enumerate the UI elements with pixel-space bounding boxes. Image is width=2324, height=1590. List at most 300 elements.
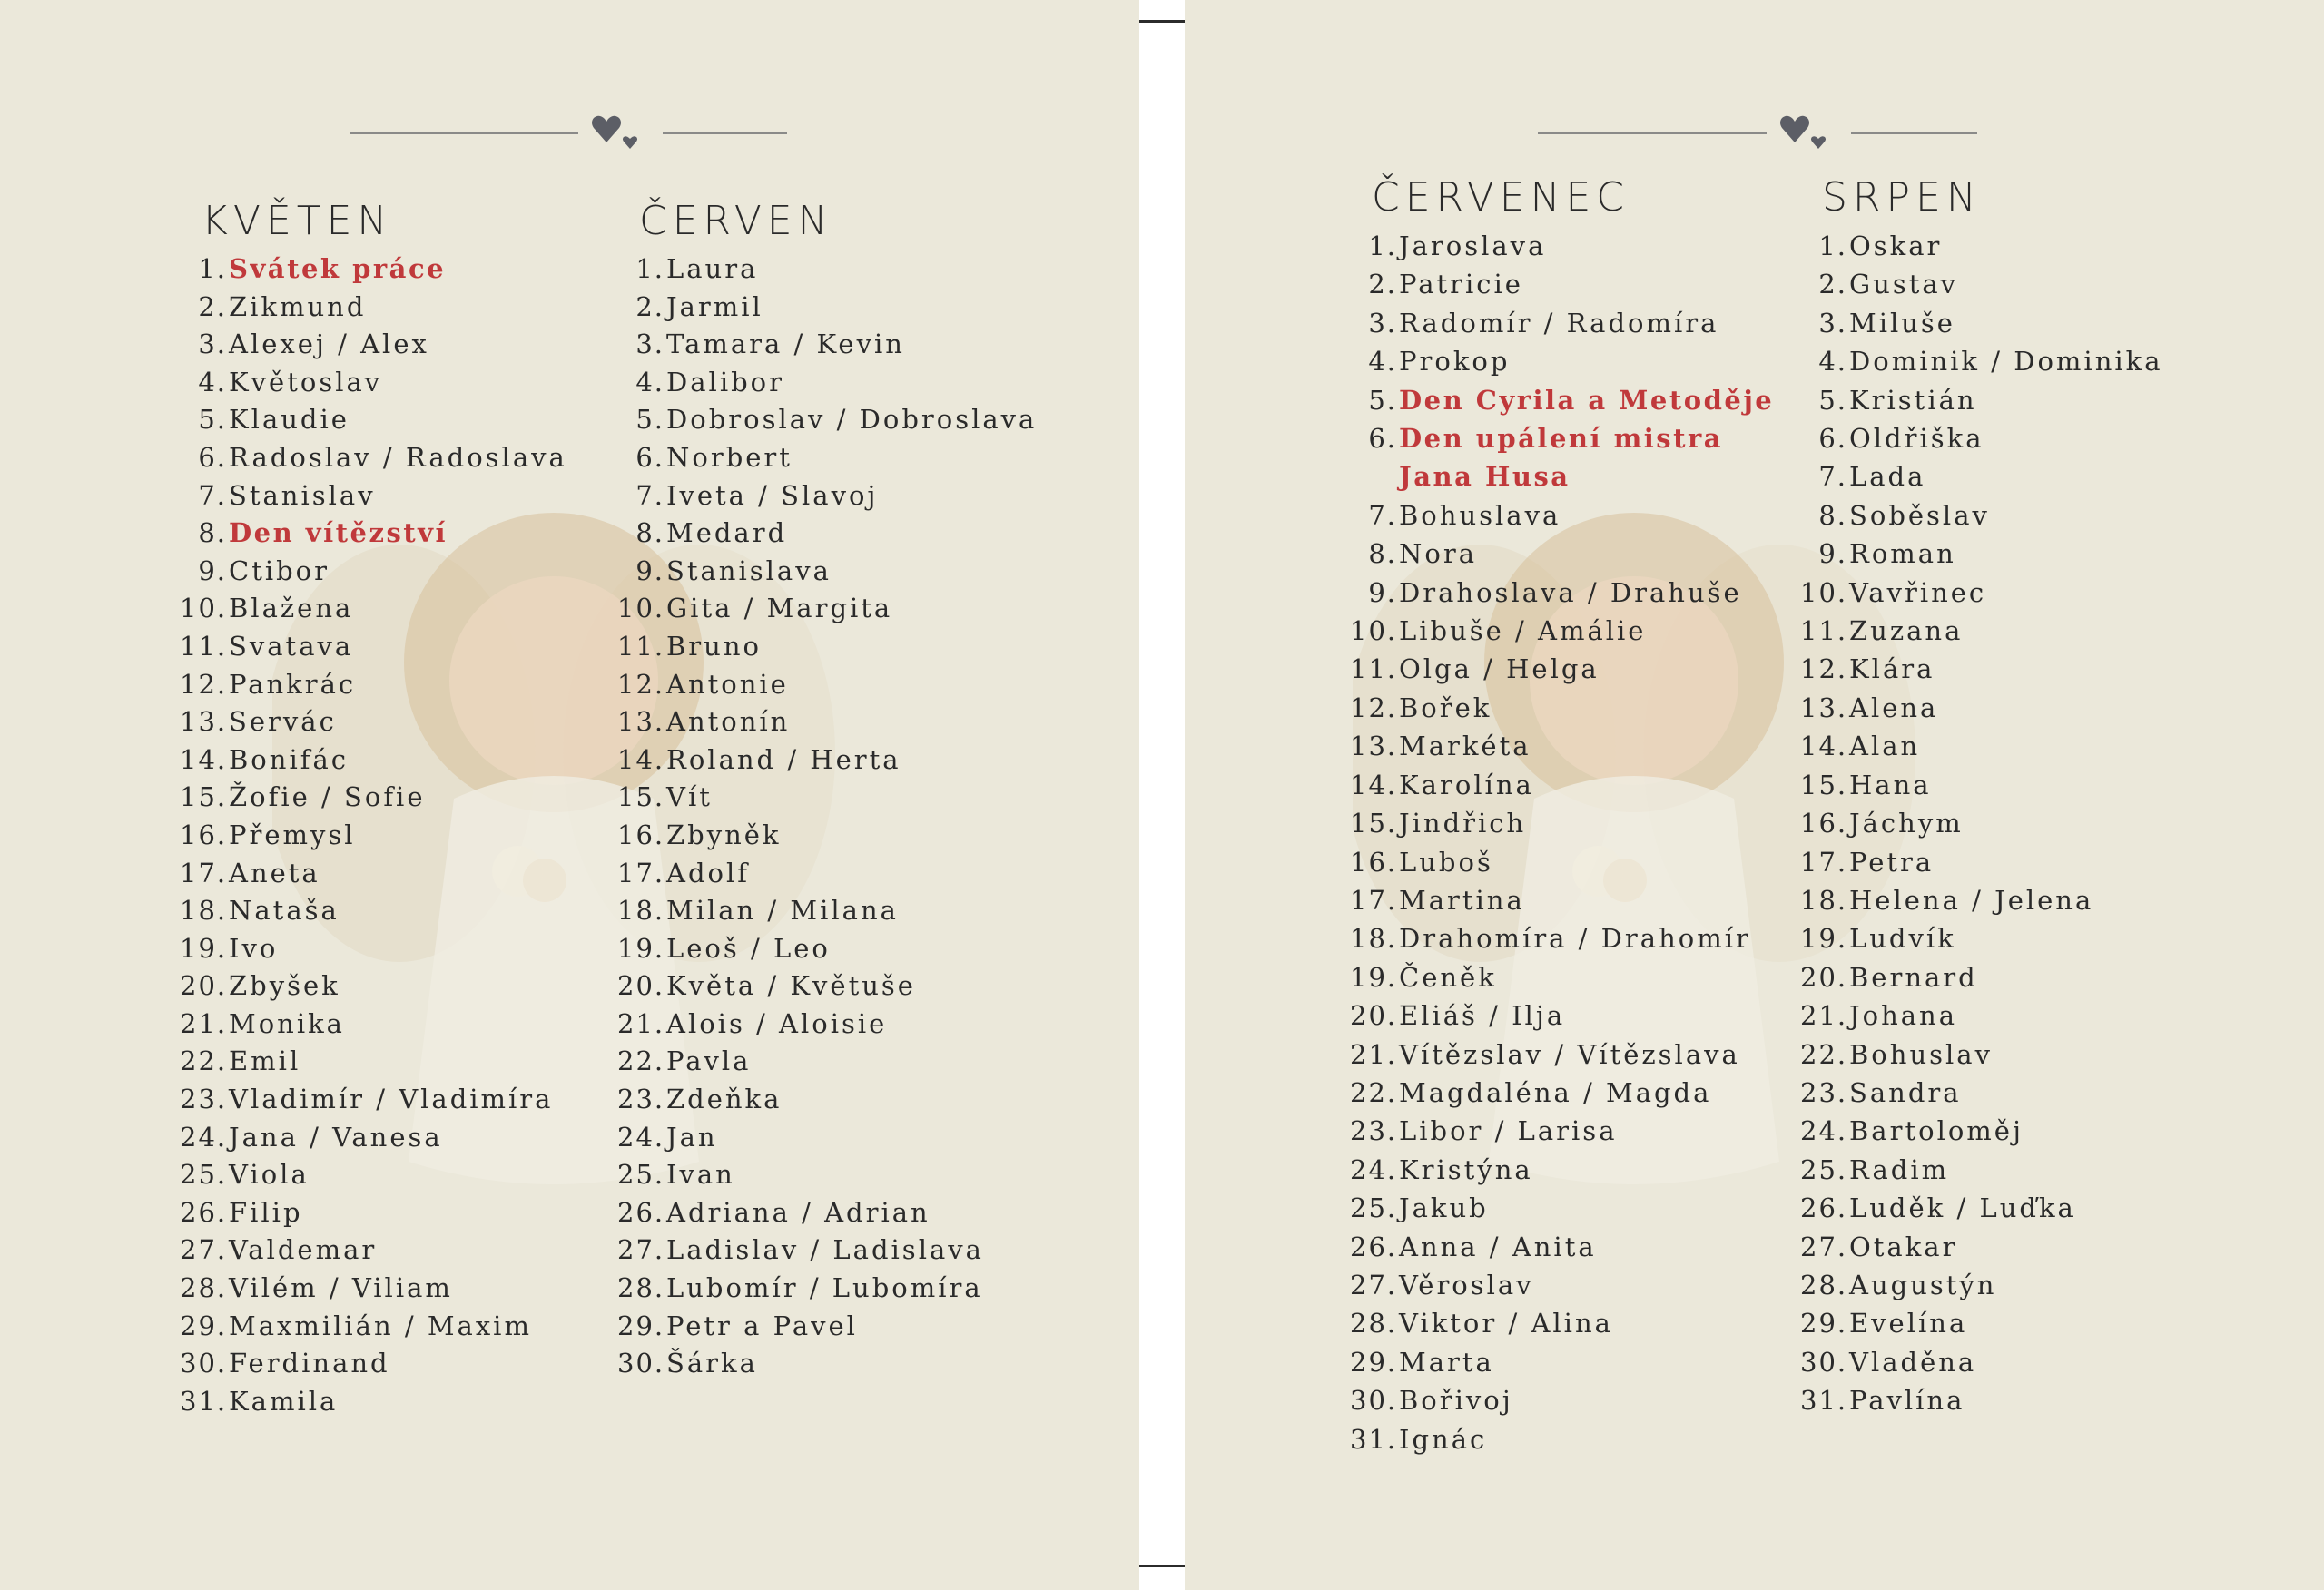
name-day-name: Petr a Pavel xyxy=(666,1310,858,1341)
name-day-name: Nora xyxy=(1399,538,1477,570)
day-number: 7. xyxy=(1368,499,1397,531)
day-number: 3. xyxy=(635,329,665,360)
name-day-name: Zuzana xyxy=(1849,615,1964,647)
name-day-entry xyxy=(617,401,1037,439)
day-list xyxy=(1800,227,2163,1420)
name-day-name: Soběslav xyxy=(1849,499,1990,531)
name-day-name: Emil xyxy=(229,1045,301,1077)
name-day-entry xyxy=(1350,689,1780,727)
name-day-entry xyxy=(1350,265,1780,303)
name-day-entry xyxy=(180,1043,567,1081)
month-title: ČERVEN xyxy=(639,198,833,244)
name-day-entry xyxy=(1800,1189,2163,1227)
day-number: 12. xyxy=(1800,653,1848,685)
day-number: 29. xyxy=(1350,1346,1398,1378)
name-day-entry xyxy=(1800,996,2163,1035)
day-number: 4. xyxy=(1368,346,1397,378)
day-number: 18. xyxy=(180,895,228,927)
holiday-name: Den vítězství xyxy=(229,517,448,549)
name-day-name: Magdaléna / Magda xyxy=(1399,1076,1712,1108)
name-day-name: Pankrác xyxy=(229,668,357,700)
name-day-entry xyxy=(1350,1381,1780,1419)
name-day-entry xyxy=(1800,804,2163,842)
day-number: 2. xyxy=(1368,269,1397,300)
name-day-name: Alan xyxy=(1849,731,1921,762)
name-day-entry xyxy=(1800,919,2163,957)
name-day-entry xyxy=(617,250,1037,289)
day-number: 20. xyxy=(180,970,228,1002)
name-day-name: Jarmil xyxy=(666,290,763,322)
name-day-name: Bořivoj xyxy=(1399,1385,1513,1417)
day-number: 17. xyxy=(617,857,665,888)
day-number: 27. xyxy=(180,1234,228,1266)
name-day-entry xyxy=(1350,1420,1780,1458)
day-number: 24. xyxy=(1800,1115,1848,1147)
name-day-name: Augustýn xyxy=(1849,1269,1997,1300)
name-day-entry xyxy=(180,401,567,439)
name-day-entry xyxy=(1800,1266,2163,1304)
name-day-name: Vladěna xyxy=(1849,1346,1977,1378)
name-day-name: Gita / Margita xyxy=(666,593,893,624)
name-day-entry xyxy=(180,477,567,515)
day-number: 1. xyxy=(1818,231,1847,261)
name-day-name: Gustav xyxy=(1849,269,1959,300)
day-number: 25. xyxy=(1800,1153,1848,1185)
day-number: 9. xyxy=(198,555,227,586)
name-day-entry xyxy=(1800,727,2163,765)
name-day-entry xyxy=(617,289,1037,327)
name-day-entry xyxy=(1800,496,2163,535)
day-number: 19. xyxy=(1350,961,1398,993)
month-srpen xyxy=(1800,174,2163,1420)
day-number: 30. xyxy=(180,1348,228,1379)
day-number: 27. xyxy=(617,1234,665,1266)
name-day-entry xyxy=(617,930,1037,968)
name-day-name: Bernard xyxy=(1849,961,1978,993)
day-list xyxy=(1350,227,1780,1458)
name-day-name: Iveta / Slavoj xyxy=(666,479,879,511)
day-number: 3. xyxy=(1368,307,1397,339)
name-day-name: Adolf xyxy=(666,857,750,888)
name-day-entry xyxy=(617,553,1037,591)
day-number: 8. xyxy=(198,517,227,549)
name-day-entry xyxy=(1350,881,1780,919)
day-number: 26. xyxy=(1350,1231,1398,1262)
day-number: 21. xyxy=(1800,1000,1848,1032)
day-number: 27. xyxy=(1800,1231,1848,1262)
day-number: 26. xyxy=(180,1196,228,1228)
day-number: 16. xyxy=(180,819,228,850)
name-day-entry xyxy=(1350,342,1780,380)
day-number: 29. xyxy=(617,1310,665,1341)
name-day-name: Tamara / Kevin xyxy=(666,329,905,360)
name-day-entry xyxy=(617,1156,1037,1194)
name-day-entry xyxy=(180,1119,567,1157)
name-day-entry xyxy=(1800,1381,2163,1419)
name-day-entry xyxy=(1350,304,1780,342)
holiday-entry xyxy=(1350,419,1780,496)
name-day-name: Kristián xyxy=(1849,384,1977,416)
day-number: 16. xyxy=(1350,846,1398,878)
name-day-entry xyxy=(1350,766,1780,804)
day-number: 2. xyxy=(1818,269,1847,300)
name-day-entry xyxy=(1800,958,2163,996)
name-day-name: Bonifác xyxy=(229,743,349,775)
name-day-name: Bohuslav xyxy=(1849,1038,1993,1070)
name-day-name: Bořek xyxy=(1399,692,1492,723)
day-number: 31. xyxy=(1350,1423,1398,1455)
page-gap-mark xyxy=(1139,20,1185,23)
name-day-entry xyxy=(617,779,1037,817)
day-number: 1. xyxy=(198,253,227,284)
day-number: 19. xyxy=(617,932,665,964)
name-day-entry xyxy=(617,477,1037,515)
name-day-name: Oldřiška xyxy=(1849,423,1984,455)
day-number: 1. xyxy=(1368,231,1397,261)
day-number: 4. xyxy=(1818,346,1847,378)
name-day-name: Norbert xyxy=(666,441,793,473)
name-day-entry xyxy=(617,1043,1037,1081)
name-day-name: Laura xyxy=(666,253,759,284)
day-number: 3. xyxy=(1818,307,1847,339)
holiday-name: Den upálení mistra Jana Husa xyxy=(1399,423,1724,493)
day-number: 8. xyxy=(635,517,665,549)
name-day-name: Martina xyxy=(1399,884,1525,916)
name-day-entry xyxy=(180,628,567,666)
day-number: 8. xyxy=(1368,538,1397,570)
name-day-name: Šárka xyxy=(666,1348,758,1379)
name-day-entry xyxy=(180,930,567,968)
day-number: 6. xyxy=(1368,423,1397,455)
name-day-entry xyxy=(1800,419,2163,457)
name-day-entry xyxy=(180,817,567,855)
name-day-entry xyxy=(1350,1189,1780,1227)
name-day-entry xyxy=(617,855,1037,893)
name-day-entry xyxy=(1800,265,2163,303)
month-kveten xyxy=(180,198,567,1420)
day-number: 15. xyxy=(1800,769,1848,800)
name-day-entry xyxy=(1350,804,1780,842)
name-day-entry xyxy=(617,1194,1037,1232)
day-number: 10. xyxy=(1350,615,1398,647)
day-number: 15. xyxy=(617,781,665,813)
day-number: 31. xyxy=(1800,1385,1848,1417)
name-day-entry xyxy=(617,741,1037,780)
name-day-name: Helena / Jelena xyxy=(1849,884,2094,916)
name-day-entry xyxy=(180,1006,567,1044)
month-cerven xyxy=(617,198,1037,1383)
name-day-name: Anna / Anita xyxy=(1399,1231,1597,1262)
day-number: 6. xyxy=(635,441,665,473)
day-number: 9. xyxy=(1818,538,1847,570)
name-day-name: Vítězslav / Vítězslava xyxy=(1399,1038,1740,1070)
name-day-entry xyxy=(180,439,567,477)
name-day-name: Aneta xyxy=(229,857,320,888)
day-number: 17. xyxy=(1800,846,1848,878)
name-day-name: Karolína xyxy=(1399,769,1534,800)
name-day-entry xyxy=(1800,881,2163,919)
name-day-entry xyxy=(1800,1304,2163,1342)
day-number: 22. xyxy=(180,1045,228,1077)
name-day-name: Ignác xyxy=(1399,1423,1488,1455)
name-day-name: Ctibor xyxy=(229,555,330,586)
name-day-name: Jindřich xyxy=(1399,808,1527,839)
day-number: 11. xyxy=(617,630,665,662)
name-day-name: Zdeňka xyxy=(666,1084,783,1115)
holiday-entry xyxy=(180,250,567,289)
day-number: 28. xyxy=(617,1272,665,1304)
day-number: 10. xyxy=(180,593,228,624)
name-day-name: Alois / Aloisie xyxy=(666,1007,888,1039)
name-day-entry xyxy=(1800,612,2163,650)
name-day-entry xyxy=(617,1270,1037,1308)
name-day-name: Blažena xyxy=(229,593,354,624)
day-number: 5. xyxy=(1818,384,1847,416)
name-day-name: Adriana / Adrian xyxy=(666,1196,931,1228)
name-day-name: Luděk / Luďka xyxy=(1849,1192,2076,1224)
day-number: 20. xyxy=(1350,1000,1398,1032)
name-day-entry xyxy=(180,892,567,930)
name-day-name: Alexej / Alex xyxy=(229,329,429,360)
name-day-name: Antonie xyxy=(666,668,789,700)
calendar-page-left xyxy=(0,0,1139,1590)
name-day-name: Věroslav xyxy=(1399,1269,1534,1300)
day-number: 28. xyxy=(1350,1308,1398,1340)
name-day-name: Hana xyxy=(1849,769,1932,800)
day-number: 14. xyxy=(617,743,665,775)
hearts-divider xyxy=(1538,111,1977,147)
name-day-name: Prokop xyxy=(1399,346,1511,378)
name-day-entry xyxy=(1350,1151,1780,1189)
name-day-entry xyxy=(1800,381,2163,419)
name-day-entry xyxy=(1800,574,2163,612)
day-number: 5. xyxy=(1368,384,1397,416)
day-number: 10. xyxy=(1800,576,1848,608)
name-day-entry xyxy=(1350,535,1780,573)
day-number: 3. xyxy=(198,329,227,360)
name-day-name: Viola xyxy=(229,1159,310,1191)
day-number: 16. xyxy=(617,819,665,850)
day-number: 12. xyxy=(180,668,228,700)
day-number: 13. xyxy=(1350,731,1398,762)
day-number: 17. xyxy=(1350,884,1398,916)
name-day-entry xyxy=(180,1345,567,1383)
name-day-name: Ivo xyxy=(229,932,279,964)
name-day-entry xyxy=(180,1194,567,1232)
name-day-name: Valdemar xyxy=(229,1234,378,1266)
name-day-name: Bohuslava xyxy=(1399,499,1561,531)
name-day-entry xyxy=(1800,650,2163,688)
name-day-name: Jana / Vanesa xyxy=(229,1121,443,1153)
name-day-entry xyxy=(617,364,1037,402)
month-title: ČERVENEC xyxy=(1372,174,1630,221)
name-day-name: Lada xyxy=(1849,461,1926,493)
day-number: 9. xyxy=(1368,576,1397,608)
name-day-entry xyxy=(617,967,1037,1006)
day-number: 26. xyxy=(1800,1192,1848,1224)
name-day-entry xyxy=(1800,535,2163,573)
name-day-name: Nataša xyxy=(229,895,340,927)
name-day-name: Oskar xyxy=(1849,231,1943,261)
name-day-entry xyxy=(1800,1343,2163,1381)
name-day-entry xyxy=(180,553,567,591)
day-number: 13. xyxy=(1800,692,1848,723)
day-number: 29. xyxy=(180,1310,228,1341)
day-number: 11. xyxy=(1350,653,1398,685)
name-day-name: Bartoloměj xyxy=(1849,1115,2024,1147)
name-day-name: Stanislava xyxy=(666,555,832,586)
day-number: 21. xyxy=(180,1007,228,1039)
day-number: 23. xyxy=(1350,1115,1398,1147)
holiday-name: Svátek práce xyxy=(229,253,447,284)
day-number: 13. xyxy=(617,706,665,738)
day-number: 20. xyxy=(1800,961,1848,993)
holiday-entry xyxy=(1350,381,1780,419)
day-number: 2. xyxy=(635,290,665,322)
name-day-entry xyxy=(1350,727,1780,765)
name-day-entry xyxy=(1350,1074,1780,1112)
name-day-name: Zikmund xyxy=(229,290,367,322)
day-number: 12. xyxy=(617,668,665,700)
name-day-entry xyxy=(180,1156,567,1194)
day-number: 21. xyxy=(1350,1038,1398,1070)
name-day-entry xyxy=(180,741,567,780)
name-day-name: Luboš xyxy=(1399,846,1493,878)
name-day-name: Libor / Larisa xyxy=(1399,1115,1618,1147)
day-number: 22. xyxy=(1350,1076,1398,1108)
day-number: 12. xyxy=(1350,692,1398,723)
name-day-name: Zbyšek xyxy=(229,970,340,1002)
day-number: 25. xyxy=(180,1159,228,1191)
name-day-name: Maxmilián / Maxim xyxy=(229,1310,532,1341)
name-day-entry xyxy=(617,1006,1037,1044)
name-day-entry xyxy=(1800,689,2163,727)
day-number: 27. xyxy=(1350,1269,1398,1300)
name-day-name: Kristýna xyxy=(1399,1153,1533,1185)
name-day-name: Pavla xyxy=(666,1045,752,1077)
name-day-name: Svatava xyxy=(229,630,354,662)
name-day-name: Markéta xyxy=(1399,731,1531,762)
name-day-name: Libuše / Amálie xyxy=(1399,615,1647,647)
name-day-name: Jan xyxy=(666,1121,718,1153)
name-day-name: Klára xyxy=(1849,653,1935,685)
name-day-entry xyxy=(1350,996,1780,1035)
name-day-name: Sandra xyxy=(1849,1076,1962,1108)
day-number: 30. xyxy=(1350,1385,1398,1417)
name-day-entry xyxy=(1350,650,1780,688)
name-day-entry xyxy=(1350,227,1780,265)
day-number: 31. xyxy=(180,1385,228,1417)
day-number: 22. xyxy=(1800,1038,1848,1070)
day-number: 4. xyxy=(198,366,227,398)
name-day-name: Antonín xyxy=(666,706,791,738)
name-day-entry xyxy=(1800,843,2163,881)
name-day-name: Lubomír / Lubomíra xyxy=(666,1272,983,1304)
name-day-name: Johana xyxy=(1849,1000,1958,1032)
name-day-entry xyxy=(617,628,1037,666)
day-number: 20. xyxy=(617,970,665,1002)
day-number: 5. xyxy=(198,404,227,436)
day-number: 24. xyxy=(617,1121,665,1153)
name-day-name: Vladimír / Vladimíra xyxy=(229,1084,554,1115)
name-day-entry xyxy=(180,590,567,628)
name-day-name: Bruno xyxy=(666,630,762,662)
name-day-name: Čeněk xyxy=(1399,961,1497,993)
name-day-name: Zbyněk xyxy=(666,819,782,850)
name-day-name: Stanislav xyxy=(229,479,376,511)
name-day-name: Patricie xyxy=(1399,269,1523,300)
name-day-name: Leoš / Leo xyxy=(666,932,831,964)
name-day-entry xyxy=(617,326,1037,364)
name-day-name: Květoslav xyxy=(229,366,383,398)
day-list xyxy=(617,250,1037,1383)
calendar-page-right xyxy=(1185,0,2324,1590)
name-day-name: Milan / Milana xyxy=(666,895,899,927)
day-number: 17. xyxy=(180,857,228,888)
name-day-entry xyxy=(617,666,1037,704)
day-number: 16. xyxy=(1800,808,1848,839)
name-day-name: Medard xyxy=(666,517,788,549)
name-day-name: Petra xyxy=(1849,846,1935,878)
day-number: 23. xyxy=(617,1084,665,1115)
name-day-entry xyxy=(617,1119,1037,1157)
name-day-entry xyxy=(180,1308,567,1346)
name-day-entry xyxy=(180,326,567,364)
name-day-entry xyxy=(1350,496,1780,535)
day-number: 19. xyxy=(1800,923,1848,955)
name-day-name: Dalibor xyxy=(666,366,784,398)
day-number: 7. xyxy=(1818,461,1847,493)
name-day-entry xyxy=(617,1308,1037,1346)
name-day-name: Marta xyxy=(1399,1346,1494,1378)
name-day-entry xyxy=(1350,958,1780,996)
name-day-entry xyxy=(180,855,567,893)
hearts-divider xyxy=(350,111,787,147)
name-day-entry xyxy=(180,967,567,1006)
day-number: 14. xyxy=(1800,731,1848,762)
day-number: 9. xyxy=(635,555,665,586)
day-number: 19. xyxy=(180,932,228,964)
name-day-entry xyxy=(180,1383,567,1421)
day-number: 5. xyxy=(635,404,665,436)
name-day-name: Květa / Květuše xyxy=(666,970,916,1002)
name-day-entry xyxy=(180,666,567,704)
month-cervenec xyxy=(1350,174,1780,1458)
name-day-name: Drahoslava / Drahuše xyxy=(1399,576,1742,608)
day-number: 11. xyxy=(180,630,228,662)
day-number: 1. xyxy=(635,253,665,284)
name-day-entry xyxy=(1350,574,1780,612)
name-day-entry xyxy=(617,1345,1037,1383)
name-day-entry xyxy=(1350,1266,1780,1304)
name-day-entry xyxy=(180,703,567,741)
name-day-entry xyxy=(180,1232,567,1270)
day-number: 15. xyxy=(180,781,228,813)
name-day-name: Servác xyxy=(229,706,337,738)
name-day-entry xyxy=(1800,1035,2163,1074)
name-day-entry xyxy=(180,1081,567,1119)
day-number: 18. xyxy=(1800,884,1848,916)
name-day-name: Ferdinand xyxy=(229,1348,390,1379)
name-day-name: Vavřinec xyxy=(1849,576,1987,608)
day-number: 30. xyxy=(617,1348,665,1379)
holiday-entry xyxy=(180,515,567,553)
name-day-name: Vít xyxy=(666,781,713,813)
name-day-entry xyxy=(1350,1112,1780,1150)
day-number: 7. xyxy=(635,479,665,511)
name-day-entry xyxy=(1800,1112,2163,1150)
name-day-entry xyxy=(1350,612,1780,650)
